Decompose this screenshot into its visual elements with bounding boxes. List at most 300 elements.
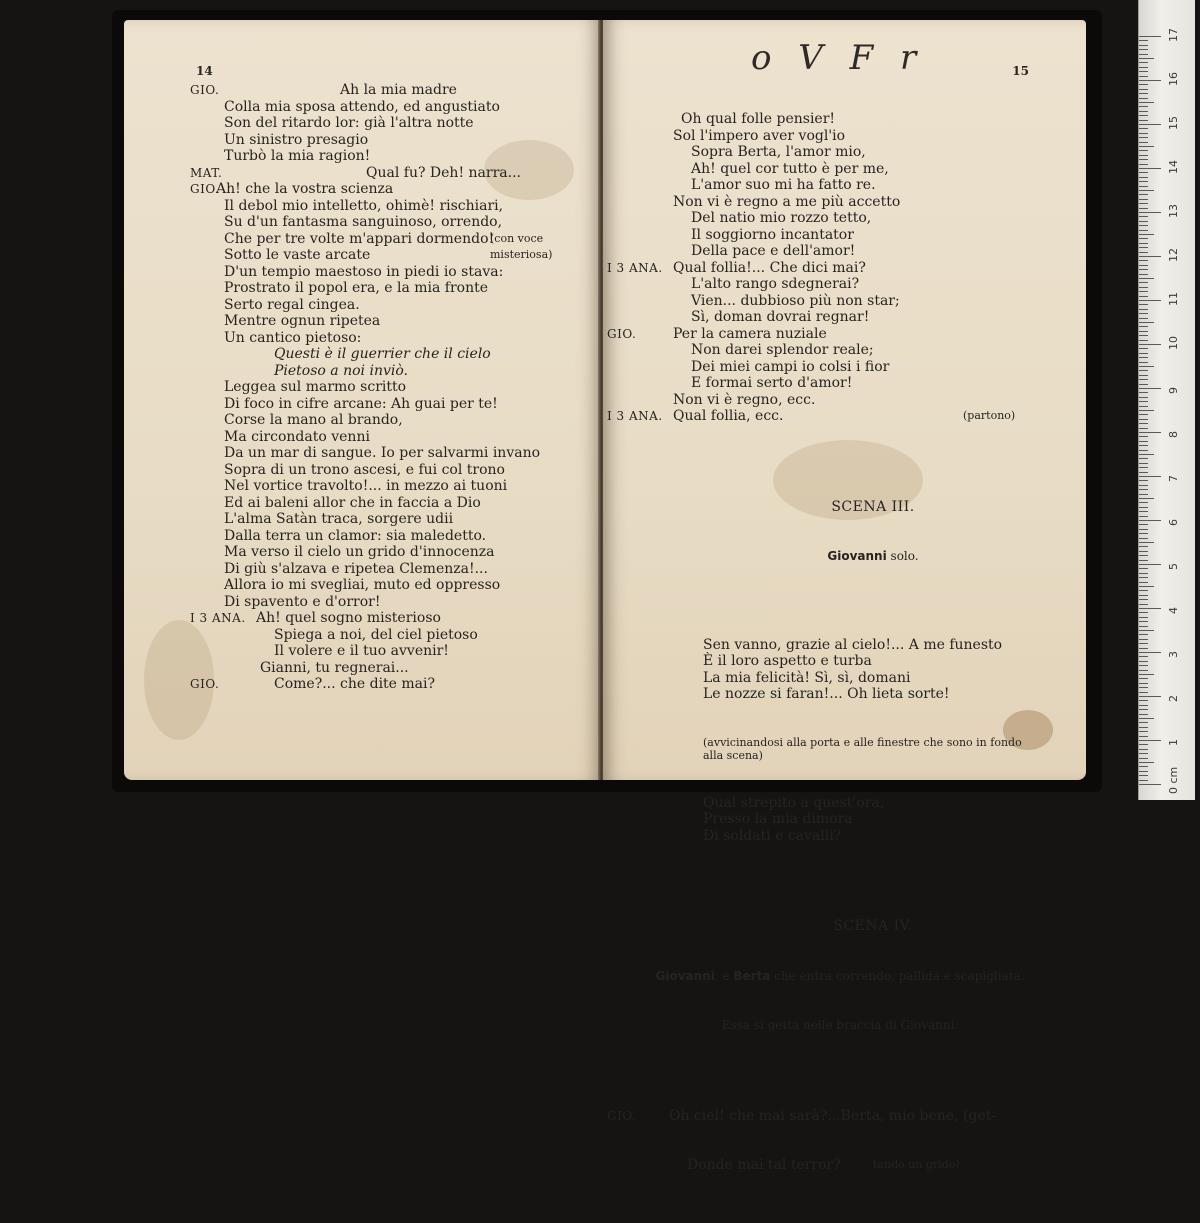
verse-line bbox=[190, 676, 590, 693]
verse-text: Pietoso a noi inviò. bbox=[274, 362, 408, 379]
ruler-tick bbox=[1139, 441, 1148, 442]
verse-text: Qual fu? Deh! narra... bbox=[366, 164, 521, 181]
ruler-tick bbox=[1139, 36, 1161, 37]
ruler-tick bbox=[1139, 753, 1148, 754]
ruler-tick bbox=[1139, 744, 1148, 745]
verse-text: Serto regal cingea. bbox=[224, 296, 360, 313]
ruler-tick bbox=[1139, 260, 1148, 261]
ruler-tick bbox=[1139, 749, 1148, 750]
ruler-tick bbox=[1139, 555, 1148, 556]
measuring-ruler bbox=[1138, 0, 1195, 800]
verse-text: Ah! che la vostra scienza bbox=[216, 181, 394, 197]
ruler-tick bbox=[1139, 269, 1148, 270]
ruler-tick bbox=[1139, 353, 1148, 354]
verse-text: Turbò la mia ragion! bbox=[224, 148, 371, 164]
ruler-tick bbox=[1139, 89, 1148, 90]
ruler-tick bbox=[1139, 722, 1148, 723]
ruler-tick bbox=[1139, 322, 1154, 323]
verse-line bbox=[190, 165, 590, 182]
ruler-tick bbox=[1139, 186, 1148, 187]
character-name: Giovanni bbox=[827, 549, 887, 563]
verse-text: Un sinistro presagio bbox=[224, 131, 369, 148]
ruler-tick bbox=[1139, 410, 1154, 411]
verse-line bbox=[607, 259, 1073, 277]
ruler-tick bbox=[1139, 344, 1161, 345]
speaker-label: MAT. bbox=[190, 165, 223, 180]
ruler-tick bbox=[1139, 318, 1148, 319]
ruler-tick bbox=[1139, 146, 1154, 147]
ruler-tick bbox=[1139, 595, 1148, 596]
ruler-tick bbox=[1139, 93, 1148, 94]
verse-text: Su d'un fantasma sanguinoso, orrendo, bbox=[224, 214, 503, 230]
verse-text: Dalla terra un clamor: sia maledetto. bbox=[224, 527, 487, 544]
ruler-tick bbox=[1139, 243, 1148, 244]
ruler-tick bbox=[1139, 432, 1161, 433]
verse-line bbox=[673, 811, 1073, 828]
ruler-tick bbox=[1139, 423, 1148, 424]
verse-line bbox=[190, 511, 590, 528]
page-number: 14 bbox=[196, 64, 213, 78]
ruler-tick bbox=[1139, 639, 1148, 640]
verse-text: Non vi è regno a me più accetto bbox=[673, 193, 901, 210]
verse-text: E formai serto d'amor! bbox=[691, 375, 853, 391]
verse-line bbox=[190, 181, 590, 198]
verse-text: Ma circondato venni bbox=[224, 428, 370, 445]
ruler-number: 7 bbox=[1167, 475, 1180, 482]
verse-text: Il debol mio intelletto, ohimè! rischiari, bbox=[224, 197, 504, 214]
verse-text: Come?... che dite mai? bbox=[274, 676, 436, 692]
right-page bbox=[603, 20, 1086, 1173]
verse-line bbox=[190, 264, 590, 281]
ruler-tick bbox=[1139, 560, 1148, 561]
ruler-tick bbox=[1139, 661, 1148, 662]
verse-line bbox=[673, 686, 1073, 703]
ruler-tick bbox=[1139, 238, 1148, 239]
ruler-tick bbox=[1139, 164, 1148, 165]
ruler-tick bbox=[1139, 458, 1148, 459]
ruler-tick bbox=[1139, 212, 1161, 213]
verse-text: L'alma Satàn traca, sorgere udii bbox=[224, 511, 454, 527]
ruler-tick bbox=[1139, 300, 1161, 301]
verse-text: Di giù s'alzava e ripetea Clemenza!... bbox=[224, 560, 488, 577]
ruler-tick bbox=[1139, 335, 1148, 336]
ruler-tick bbox=[1139, 392, 1148, 393]
ruler-tick bbox=[1139, 45, 1148, 46]
verse-text: Sotto le vaste arcate bbox=[224, 247, 371, 263]
verse-text: Gianni, tu regnerai... bbox=[260, 659, 409, 676]
verse-line bbox=[673, 637, 1073, 654]
ruler-tick bbox=[1139, 115, 1148, 116]
ruler-tick bbox=[1139, 511, 1148, 512]
verse-line bbox=[673, 177, 1073, 194]
ruler-number: 16 bbox=[1167, 72, 1180, 86]
left-page-text bbox=[190, 82, 590, 693]
verse-line bbox=[190, 412, 590, 429]
ruler-tick bbox=[1139, 670, 1148, 671]
ruler-tick bbox=[1139, 252, 1148, 253]
verse-text: Ah la mia madre bbox=[340, 82, 457, 98]
ruler-tick bbox=[1139, 58, 1154, 59]
verse-text: Sì, doman dovrai regnar! bbox=[691, 309, 870, 325]
ruler-tick bbox=[1139, 480, 1148, 481]
ruler-tick bbox=[1139, 467, 1148, 468]
ruler-number: 14 bbox=[1167, 160, 1180, 174]
ruler-tick bbox=[1139, 568, 1148, 569]
verse-line bbox=[673, 128, 1073, 145]
stage-note: (partono) bbox=[963, 409, 1016, 422]
ruler-tick bbox=[1139, 54, 1148, 55]
verse-text: Leggea sul marmo scritto bbox=[224, 379, 407, 395]
ruler-number: 2 bbox=[1167, 695, 1180, 702]
stage-note: tando un grido) bbox=[873, 1158, 960, 1171]
verse-line bbox=[673, 210, 1073, 227]
ruler-tick bbox=[1139, 520, 1161, 521]
ruler-tick bbox=[1139, 419, 1148, 420]
ruler-tick bbox=[1139, 384, 1148, 385]
ruler-tick bbox=[1139, 608, 1161, 609]
scene-characters bbox=[673, 548, 1073, 565]
ruler-tick bbox=[1139, 714, 1148, 715]
verse-line bbox=[673, 828, 1073, 845]
ruler-number: 1 bbox=[1167, 739, 1180, 746]
stage-direction: che entra correndo, pallida e scapigliata. bbox=[770, 968, 1025, 983]
verse-line bbox=[190, 594, 590, 611]
ruler-number: 17 bbox=[1167, 28, 1180, 42]
ruler-tick bbox=[1139, 234, 1154, 235]
ruler-tick bbox=[1139, 652, 1161, 653]
speaker-label: GIO. bbox=[190, 677, 220, 691]
scene-3-verses bbox=[673, 637, 1073, 703]
ruler-tick bbox=[1139, 194, 1148, 195]
ruler-tick bbox=[1139, 758, 1148, 759]
ruler-tick bbox=[1139, 634, 1148, 635]
ruler-tick bbox=[1139, 172, 1148, 173]
ruler-tick bbox=[1139, 621, 1148, 622]
ruler-tick bbox=[1139, 687, 1148, 688]
ruler-tick bbox=[1139, 766, 1148, 767]
ruler-tick bbox=[1139, 542, 1154, 543]
verse-text: Qual follia, ecc. bbox=[673, 408, 784, 424]
verse-line bbox=[673, 392, 1073, 409]
ruler-tick bbox=[1139, 80, 1161, 81]
verse-text: Da un mar di sangue. Io per salvarmi invano bbox=[224, 445, 541, 461]
ruler-tick bbox=[1139, 643, 1148, 644]
ruler-tick bbox=[1139, 124, 1161, 125]
verse-text: Prostrato il popol era, e la mia fronte bbox=[224, 280, 489, 296]
verse-text: D'un tempio maestoso in piedi io stava: bbox=[224, 263, 504, 280]
ruler-tick bbox=[1139, 401, 1148, 402]
verse-text: Il soggiorno incantator bbox=[691, 226, 854, 243]
ruler-tick bbox=[1139, 648, 1148, 649]
ruler-tick bbox=[1139, 736, 1148, 737]
verse-line bbox=[190, 610, 590, 627]
ruler-tick bbox=[1139, 256, 1161, 257]
speaker-label: I 3 ANA. bbox=[607, 260, 663, 275]
speaker-label: I 3 ANA. bbox=[607, 409, 663, 423]
ruler-tick bbox=[1139, 247, 1148, 248]
verse-line bbox=[673, 243, 1073, 260]
ruler-tick bbox=[1139, 414, 1148, 415]
ruler-tick bbox=[1139, 472, 1148, 473]
ruler-tick bbox=[1139, 507, 1148, 508]
ruler-number: 10 bbox=[1167, 336, 1180, 350]
ruler-tick bbox=[1139, 331, 1148, 332]
ruler-tick bbox=[1139, 362, 1148, 363]
ruler-tick bbox=[1139, 274, 1148, 275]
ruler-tick bbox=[1139, 98, 1148, 99]
ruler-tick bbox=[1139, 436, 1148, 437]
verse-text: Della pace e dell'amor! bbox=[691, 243, 856, 259]
verse-line bbox=[673, 276, 1073, 293]
verse-text: Corse la mano al brando, bbox=[224, 412, 403, 428]
speaker-label: GIO. bbox=[190, 83, 220, 97]
ruler-tick bbox=[1139, 397, 1148, 398]
verse-text: Di soldati e cavalli? bbox=[703, 827, 842, 844]
ruler-tick bbox=[1139, 133, 1148, 134]
handwritten-annotation: o V F r bbox=[751, 38, 925, 78]
verse-line bbox=[190, 313, 590, 330]
stage-direction: solo. bbox=[886, 549, 919, 563]
verse-line bbox=[673, 293, 1073, 310]
ruler-tick bbox=[1139, 485, 1148, 486]
ruler-tick bbox=[1139, 612, 1148, 613]
ruler-number: 12 bbox=[1167, 248, 1180, 262]
verse-text: L'alto rango sdegnerai? bbox=[691, 276, 860, 292]
ruler-tick bbox=[1139, 379, 1148, 380]
ruler-tick bbox=[1139, 529, 1148, 530]
verse-line bbox=[190, 577, 590, 594]
stage-note: misteriosa) bbox=[490, 248, 553, 261]
ruler-tick bbox=[1139, 142, 1148, 143]
verse-line bbox=[673, 1157, 1073, 1174]
verse-line bbox=[190, 660, 590, 677]
verse-line bbox=[190, 561, 590, 578]
verse-line bbox=[190, 346, 590, 363]
ruler-tick bbox=[1139, 291, 1148, 292]
verse-text: Le nozze si faran!... Oh lieta sorte! bbox=[703, 686, 950, 702]
ruler-tick bbox=[1139, 705, 1148, 706]
verse-text: Non darei splendor reale; bbox=[691, 342, 874, 358]
verse-text: Questi è il guerrier che il cielo bbox=[274, 346, 491, 362]
ruler-number: 0 cm bbox=[1167, 766, 1180, 794]
speaker-label: GIO. bbox=[190, 182, 220, 196]
verse-text: Vien... dubbioso più non star; bbox=[691, 292, 900, 309]
ruler-tick bbox=[1139, 375, 1148, 376]
verse-text: Sol l'impero aver vogl'io bbox=[673, 127, 846, 144]
ruler-tick bbox=[1139, 111, 1148, 112]
ruler-tick bbox=[1139, 731, 1148, 732]
verse-text: Presso la mia dimora bbox=[703, 811, 853, 827]
ruler-tick bbox=[1139, 626, 1148, 627]
ruler-tick bbox=[1139, 388, 1161, 389]
ruler-number: 15 bbox=[1167, 116, 1180, 130]
ruler-tick bbox=[1139, 590, 1148, 591]
verse-text: Son del ritardo lor: già l'altra notte bbox=[224, 115, 474, 131]
page-number: 15 bbox=[1012, 64, 1029, 78]
ruler-tick bbox=[1139, 700, 1148, 701]
scene-title: SCENA IV. bbox=[833, 918, 913, 934]
speaker-label: GIO. bbox=[607, 326, 637, 341]
verse-line bbox=[673, 227, 1073, 244]
ruler-tick bbox=[1139, 120, 1148, 121]
ruler-tick bbox=[1139, 159, 1148, 160]
verse-line bbox=[673, 342, 1073, 359]
verse-text: Nel vortice travolto!... in mezzo ai tuoni bbox=[224, 478, 508, 494]
ruler-tick bbox=[1139, 656, 1148, 657]
verse-line bbox=[190, 82, 590, 99]
ruler-tick bbox=[1139, 265, 1148, 266]
ruler-tick bbox=[1139, 727, 1148, 728]
verse-line bbox=[607, 1107, 1073, 1125]
ruler-tick bbox=[1139, 709, 1148, 710]
ruler-tick bbox=[1139, 454, 1154, 455]
verse-line bbox=[673, 309, 1073, 326]
verse-text: Ma verso il cielo un grido d'innocenza bbox=[224, 544, 495, 560]
verse-text: Donde mai tal terror? bbox=[687, 1157, 841, 1173]
verse-text: Qual follia!... Che dici mai? bbox=[673, 259, 866, 276]
ruler-tick bbox=[1139, 678, 1148, 679]
verse-line bbox=[190, 462, 590, 479]
verse-line bbox=[673, 144, 1073, 161]
character-name: Giovanni bbox=[655, 968, 715, 983]
ruler-tick bbox=[1139, 71, 1148, 72]
speaker-label: I 3 ANA. bbox=[190, 611, 246, 625]
ruler-tick bbox=[1139, 296, 1148, 297]
verse-line bbox=[673, 375, 1073, 392]
ruler-tick bbox=[1139, 564, 1161, 565]
stage-note: (con voce bbox=[490, 231, 544, 245]
ruler-number: 13 bbox=[1167, 204, 1180, 218]
verse-text: Un cantico pietoso: bbox=[224, 329, 362, 346]
ruler-tick bbox=[1139, 326, 1148, 327]
verse-line bbox=[190, 99, 590, 116]
ruler-tick bbox=[1139, 696, 1161, 697]
ruler-number: 5 bbox=[1167, 563, 1180, 570]
verse-line bbox=[190, 429, 590, 446]
ruler-tick bbox=[1139, 313, 1148, 314]
ruler-tick bbox=[1139, 617, 1148, 618]
ruler-tick bbox=[1139, 168, 1161, 169]
verse-text: Che per tre volte m'appari dormendo! bbox=[224, 230, 495, 247]
ruler-tick bbox=[1139, 225, 1148, 226]
verse-line bbox=[190, 148, 590, 165]
ruler-tick bbox=[1139, 546, 1148, 547]
verse-line bbox=[673, 670, 1073, 687]
ruler-tick bbox=[1139, 181, 1148, 182]
scene-title: SCENA III. bbox=[831, 498, 915, 515]
verse-text: Colla mia sposa attendo, ed angustiato bbox=[224, 98, 500, 115]
verse-text: Spiega a noi, del ciel pietoso bbox=[274, 626, 478, 643]
ruler-tick bbox=[1139, 230, 1148, 231]
verse-line bbox=[190, 627, 590, 644]
verse-text: Non vi è regno, ecc. bbox=[673, 391, 816, 408]
ruler-tick bbox=[1139, 76, 1148, 77]
scene-characters bbox=[607, 968, 1073, 985]
ruler-tick bbox=[1139, 718, 1154, 719]
verse-line bbox=[190, 115, 590, 132]
ruler-tick bbox=[1139, 106, 1148, 107]
ruler-tick bbox=[1139, 582, 1148, 583]
ruler-tick bbox=[1139, 62, 1148, 63]
ruler-tick bbox=[1139, 370, 1148, 371]
verse-text: Sopra Berta, l'amor mio, bbox=[691, 144, 866, 160]
verse-line bbox=[190, 247, 590, 264]
ruler-tick bbox=[1139, 771, 1148, 772]
ruler-tick bbox=[1139, 137, 1148, 138]
verse-text: Oh ciel! che mai sarà?...Berta, mio bene, (get- bbox=[669, 1107, 996, 1124]
verse-line bbox=[673, 795, 1073, 812]
ruler-tick bbox=[1139, 586, 1154, 587]
ruler-tick bbox=[1139, 604, 1148, 605]
ruler-tick bbox=[1139, 489, 1148, 490]
ruler-tick bbox=[1139, 128, 1148, 129]
verse-line bbox=[190, 363, 590, 380]
verse-text: Il volere e il tuo avvenir! bbox=[274, 643, 449, 659]
verse-line bbox=[190, 544, 590, 561]
verse-line bbox=[673, 359, 1073, 376]
verse-line bbox=[190, 297, 590, 314]
verse-line bbox=[190, 198, 590, 215]
verse-text: Mentre ognun ripetea bbox=[224, 313, 381, 329]
ruler-tick bbox=[1139, 450, 1148, 451]
ruler-tick bbox=[1139, 780, 1148, 781]
verse-line bbox=[190, 379, 590, 396]
verse-text: Di foco in cifre arcane: Ah guai per te! bbox=[224, 395, 498, 412]
ruler-tick bbox=[1139, 221, 1148, 222]
ruler-tick bbox=[1139, 150, 1148, 151]
verse-line bbox=[190, 330, 590, 347]
ruler-tick bbox=[1139, 278, 1154, 279]
verse-line bbox=[190, 643, 590, 660]
ruler-number: 6 bbox=[1167, 519, 1180, 526]
scene-3-verses bbox=[673, 795, 1073, 845]
verse-line bbox=[673, 161, 1073, 178]
ruler-tick bbox=[1139, 476, 1161, 477]
verse-line bbox=[190, 214, 590, 231]
ruler-tick bbox=[1139, 630, 1154, 631]
verse-text: Ah! quel cor tutto è per me, bbox=[691, 160, 889, 177]
ruler-tick bbox=[1139, 599, 1148, 600]
stage-direction: Essa si getta nelle braccia di Giovanni. bbox=[721, 1018, 959, 1032]
ruler-tick bbox=[1139, 740, 1161, 741]
ruler-tick bbox=[1139, 40, 1148, 41]
verse-line bbox=[190, 280, 590, 297]
verse-line bbox=[190, 495, 590, 512]
verse-text: Ed ai baleni allor che in faccia a Dio bbox=[224, 494, 481, 511]
ruler-tick bbox=[1139, 287, 1148, 288]
ruler-tick bbox=[1139, 155, 1148, 156]
ruler-tick bbox=[1139, 533, 1148, 534]
verse-block bbox=[607, 111, 1073, 425]
joiner-text: , e bbox=[714, 968, 734, 983]
ruler-tick bbox=[1139, 775, 1148, 776]
ruler-number: 3 bbox=[1167, 651, 1180, 658]
verse-text: Del natio mio rozzo tetto, bbox=[691, 210, 872, 226]
ruler-tick bbox=[1139, 502, 1148, 503]
stage-direction: (avvicinandosi alla porta e alle finestre che sono in fondo alla scena) bbox=[703, 735, 1022, 762]
ruler-tick bbox=[1139, 463, 1148, 464]
ruler-number: 8 bbox=[1167, 431, 1180, 438]
verse-line bbox=[607, 325, 1073, 343]
verse-text: Sopra di un trono ascesi, e fui col trono bbox=[224, 461, 505, 478]
ruler-tick bbox=[1139, 428, 1148, 429]
verse-text: Ah! quel sogno misterioso bbox=[256, 610, 441, 626]
ruler-tick bbox=[1139, 494, 1148, 495]
verse-line bbox=[673, 111, 1073, 128]
ruler-number: 4 bbox=[1167, 607, 1180, 614]
ruler-tick bbox=[1139, 357, 1148, 358]
verse-text: È il loro aspetto e turba bbox=[703, 653, 872, 669]
